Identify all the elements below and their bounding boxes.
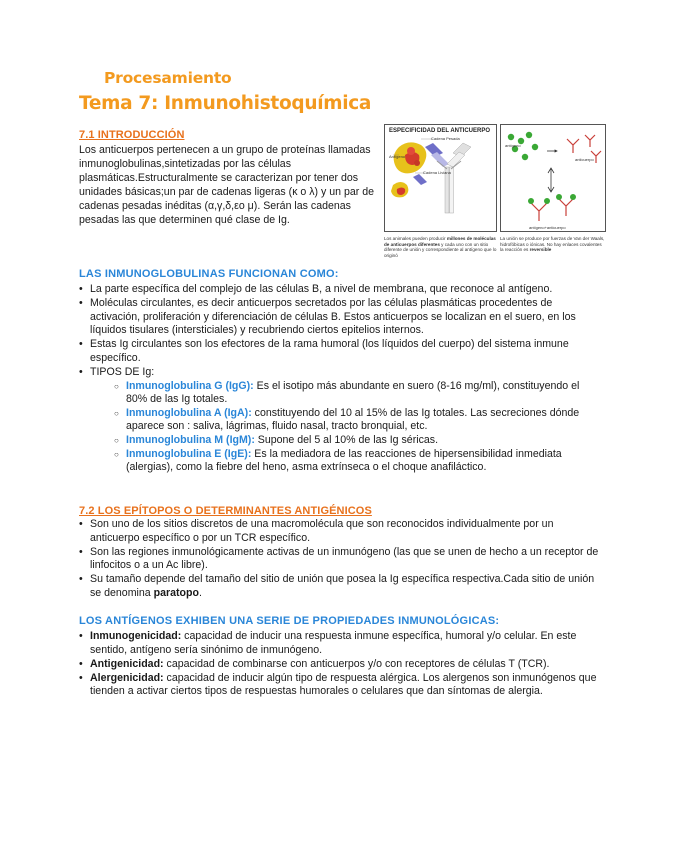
tipos-sublist [90,380,599,475]
label-anticuerpo: anticuerpo [575,157,594,162]
list-item: • Moléculas circulantes, es decir anticuerpos secretados por las células plasmáticas procedentes de activación, proliferación y diferenciación de células B. Estos anticuerpos se localizan en el suero, en los líquidos tisulares (intersticiales) y recubriendo ciertos epitelios internos. [79,297,599,338]
list-item: • La parte específica del complejo de las células B, a nivel de membrana, que reconoce al antígeno. [79,283,599,297]
tipos-label: TIPOS DE Ig: [90,366,155,379]
sublist-item-igg [114,380,599,407]
antibody-diagram-graphic [385,125,498,233]
epitopos-list [79,518,599,601]
property-desc: capacidad de combinarse con anticuerpos y/o con receptores de células T (TCR). [163,657,550,670]
ig-desc: Es la mediadora de las reacciones de hipersensibilidad inmediata (alergias), como la fiebre del heno, asma extrínseca o el choque anafiláctico. [126,447,562,474]
figure-right-caption [500,236,606,253]
figure-right-box [500,124,606,232]
paratopo-term: paratopo [153,586,199,599]
section-heading-introduccion: 7.1 INTRODUCCIÓN [79,129,185,141]
section-heading-epitopos: 7.2 LOS EPÍTOPOS O DETERMINANTES ANTIGÉNICOS [79,505,372,517]
list-item: • Son uno de los sitios discretos de una macromolécula que son reconocidos individualmente por un anticuerpo específico o por un TCR específico. [79,518,599,545]
figure-right-panel [500,124,606,272]
epitopos-item3-pre: Su tamaño depende del tamaño del sitio de unión que posea la Ig específica respectiva.Cada sitio de unión se denomina [90,573,595,599]
property-desc: capacidad de inducir algún tipo de respuesta alérgica. Los alergenos son inmunógenos que tienden a activar ciertos tipos de respuestas humorales o celulares que dan síntomas de alergia. [90,671,597,698]
figure-left-title: ESPECIFICIDAD DEL ANTICUERPO [389,128,491,134]
antigen-antibody-graphic [501,125,607,233]
figure-right-caption-pre: La unión se produce por fuerzas de Van der Waals, hidrofóbicas o iónicas. No hay enlaces covalentes la reacción es [500,236,605,253]
figure-left-caption-pre: Los animales pueden producir [384,236,447,241]
sublist-item-iga [114,407,599,434]
intro-paragraph: Los anticuerpos pertenecen a un grupo de proteínas llamadas inmunoglobulinas,sintetizadas por las células plasmáticas.Estructuralmente se caracterizan por tener dos unidades básicas;un par de cadenas ligeras (κ o λ) y un par de cadenas pesadas inéditas (α,γ,δ,εo μ). Serán las cadenas pesadas las que determinen qué clase de Ig. [79,144,375,227]
figure-left-panel [384,124,497,272]
label-antigeno-right: antígeno [505,143,521,148]
section-heading-propiedades: LOS ANTÍGENOS EXHIBEN UNA SERIE DE PROPIEDADES INMUNOLÓGICAS: [79,615,500,627]
list-item [79,366,599,475]
list-item [79,573,599,600]
epitopos-item3-post: . [198,586,202,599]
list-item [79,672,599,699]
document-subtitle: Procesamiento [104,69,232,87]
list-item [79,630,599,657]
sublist-item-igm [114,434,599,448]
label-cadena-liviana: Cadena Liviana [423,170,451,175]
funciones-list [79,283,599,475]
propiedades-list [79,630,599,699]
property-term: Alergenicidad: [90,671,164,684]
ig-desc: Supone del 5 al 10% de las Ig séricas. [254,434,439,447]
figure-left-caption-bold: millones de moléculas de anticuerpos diferentes [384,236,496,247]
sublist-item-ige [114,448,599,475]
figure-right-caption-bold: reversible [529,247,552,253]
antibody-specificity-figure [384,124,606,272]
label-cadena-pesada: Cadena Pesada [431,136,460,141]
list-item: • Estas Ig circulantes son los efectores de la rama humoral (los líquidos del cuerpo) del sistema inmune específico. [79,338,599,365]
ig-name: Inmunoglobulina A (IgA): [126,406,252,419]
ig-name: Inmunoglobulina M (IgM): [126,434,255,447]
figure-left-caption [384,236,497,258]
property-term: Inmunogenicidad: [90,630,182,642]
ig-desc: Es el isotipo más abundante en suero (8-16 mg/ml), constituyendo el 80% de las Ig totales. [126,379,580,406]
label-antigeno: Antígeno [389,154,406,159]
label-antigeno-anticuerpo: antígeno+anticuerpo [529,225,566,230]
property-term: Antigenicidad: [90,657,164,670]
list-item [79,658,599,672]
document-title: Tema 7: Inmunohistoquímica [79,93,372,114]
figure-left-caption-post: y cada uno con un sitio diferente de unión y correspondiente al antígeno que lo originó [384,241,497,258]
section-heading-funciones: LAS INMUNOGLOBULINAS FUNCIONAN COMO: [79,268,339,280]
ig-desc: constituyendo del 10 al 15% de las Ig totales. Las secreciones dónde aparece son : saliva, lágrimas, fluido nasal, tracto bronquial, etc. [126,406,580,433]
ig-name: Inmunoglobulina E (IgE): [126,447,252,460]
property-desc: capacidad de inducir una respuesta inmune específica, humoral y/o celular. En este sentido, antígeno sería sinónimo de inmunógeno. [90,630,577,656]
list-item: • Son las regiones inmunológicamente activas de un inmunógeno (las que se unen de hecho a un receptor de linfocitos o a un Ac libre). [79,546,599,573]
figure-left-box [384,124,497,232]
ig-name: Inmunoglobulina G (IgG): [126,379,254,392]
